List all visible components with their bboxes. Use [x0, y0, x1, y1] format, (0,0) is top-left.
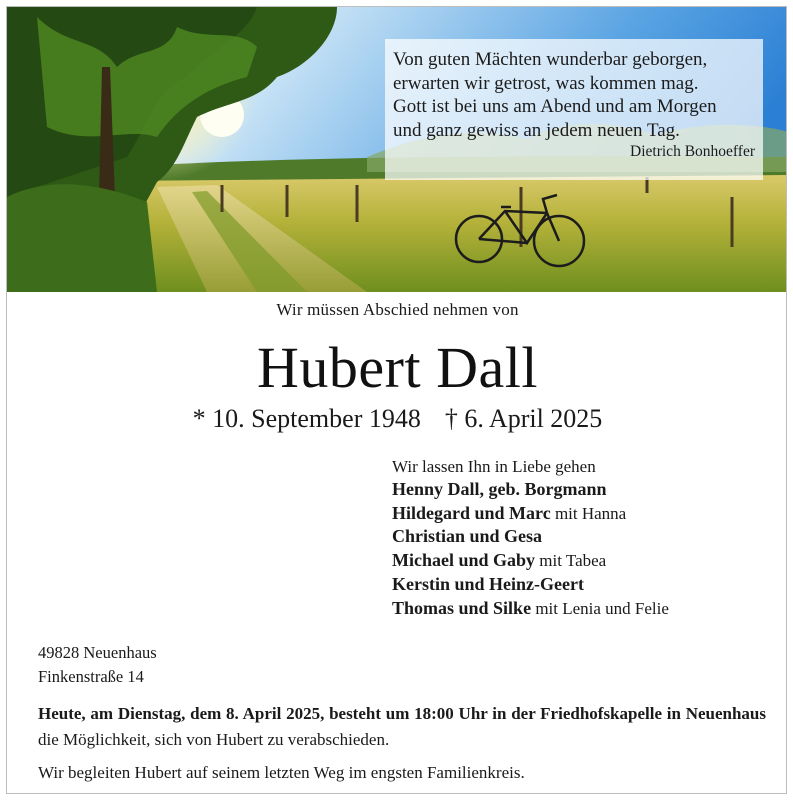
- family-member: [392, 502, 782, 526]
- family-member: [392, 597, 782, 621]
- family-member: [392, 525, 782, 549]
- quote-line: und ganz gewiss an jedem neuen Tag.: [393, 119, 680, 141]
- birth-date: * 10. September 1948: [192, 404, 421, 433]
- quote-line: Von guten Mächten wunderbar geborgen,: [393, 49, 708, 70]
- address-street: Finkenstraße 14: [38, 667, 144, 686]
- hedge: [7, 184, 157, 292]
- family-member-children: mit Lenia und Felie: [531, 598, 669, 618]
- family-lead: Wir lassen Ihn in Liebe gehen: [392, 457, 596, 476]
- life-dates: [7, 404, 787, 434]
- family-member: [392, 573, 782, 597]
- family-member-children: mit Hanna: [550, 503, 627, 523]
- deceased-name: Hubert Dall: [257, 335, 538, 400]
- death-date: † 6. April 2025: [444, 404, 603, 433]
- header-photo: [7, 7, 787, 292]
- farewell-notice: [38, 701, 766, 753]
- family-member-name: Kerstin und Heinz-Geert: [392, 573, 584, 594]
- quote-author: Dietrich Bonhoeffer: [630, 143, 755, 160]
- quote-box: [385, 39, 763, 180]
- address-block: [38, 641, 157, 689]
- family-member-name: Christian und Gesa: [392, 526, 543, 547]
- family-list: [392, 456, 782, 620]
- obituary-card: [6, 6, 787, 794]
- farewell-intro: Wir müssen Abschied nehmen von: [276, 300, 519, 319]
- notice-rest: die Möglichkeit, sich von Hubert zu verabschieden.: [38, 730, 390, 749]
- quote-line: erwarten wir getrost, was kommen mag.: [393, 72, 699, 94]
- family-member-name: Hildegard und Marc: [392, 502, 551, 523]
- closing-text: Wir begleiten Hubert auf seinem letzten Weg im engsten Familienkreis.: [38, 763, 525, 782]
- family-member-name: Michael und Gaby: [392, 550, 536, 571]
- notice-bold: Heute, am Dienstag, dem 8. April 2025, besteht um 18:00 Uhr in der Friedhofskapelle in Neuenhaus: [38, 704, 766, 723]
- quote-line: Gott ist bei uns am Abend und am Morgen: [393, 96, 717, 117]
- family-member-name: Henny Dall, geb. Borgmann: [392, 479, 607, 499]
- family-member-children: mit Tabea: [535, 551, 607, 571]
- family-member: [392, 549, 782, 573]
- family-member-name: Thomas und Silke: [392, 597, 532, 618]
- address-city: 49828 Neuenhaus: [38, 643, 157, 662]
- family-member: [392, 478, 782, 502]
